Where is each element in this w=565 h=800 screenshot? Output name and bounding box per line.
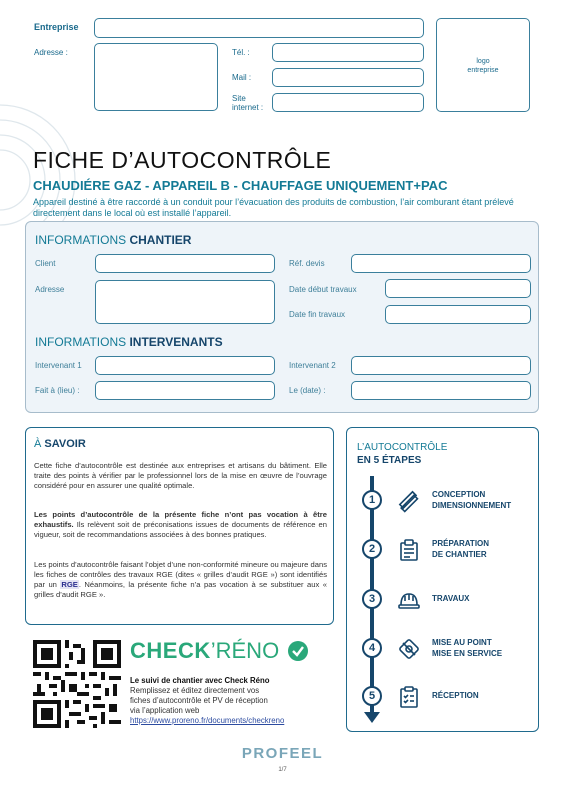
step-label-3: TRAVAUX [432, 594, 470, 603]
date-fin-label: Date fin travaux [289, 310, 346, 319]
adresse-chantier-label: Adresse [35, 285, 65, 294]
step-number-5: 5 [362, 686, 382, 706]
clipboard-icon [397, 538, 421, 567]
ref-devis-label: Réf. devis [289, 259, 325, 268]
le-date-field[interactable] [351, 381, 531, 400]
page-title: FICHE D’AUTOCONTRÔLE [33, 147, 332, 173]
chantier-title: INFORMATIONS CHANTIER [35, 233, 192, 247]
step-label-4: MISE AU POINT MISE EN SERVICE [432, 638, 503, 658]
fait-a-field[interactable] [95, 381, 275, 400]
adresse-chantier-field[interactable] [95, 280, 275, 324]
checkreno-logo [130, 638, 309, 664]
site-label: Site internet : [232, 94, 264, 112]
intervenants-title: INFORMATIONS INTERVENANTS [35, 335, 223, 349]
checkreno-logo-check: CHECK [130, 638, 211, 663]
logo-box[interactable] [436, 18, 530, 112]
intervenant1-field[interactable] [95, 356, 275, 375]
entreprise-field[interactable] [94, 18, 424, 38]
step-number-3: 3 [362, 589, 382, 609]
intervenant1-label: Intervenant 1 [35, 361, 82, 370]
mail-label: Mail : [232, 73, 252, 82]
tel-field[interactable] [272, 43, 424, 62]
entreprise-label: Entreprise [34, 22, 79, 32]
intro-text: Appareil destiné à être raccordé à un conduit pour l’évacuation des produits de combustion, l’air comburant étant prélevé directement dans le local où est installé l’appareil. [33, 197, 514, 218]
step-label-5: RÉCEPTION [432, 691, 479, 700]
intervenant2-field[interactable] [351, 356, 531, 375]
savoir-paragraph-3: Les points d’autocontrôle faisant l’objet d’une non-conformité mineure ou majeure dans les fiches de contrôles des travaux RGE (dites « grilles d’audit RGE ») sont identifiés par un RGE. Néanmoins, la présente fiche n’a pas vocation à se substituer aux « grilles d’audit RGE ». [34, 560, 327, 599]
adresse-label: Adresse : [34, 48, 68, 57]
company-header [0, 0, 565, 120]
le-date-label: Le (date) : [289, 386, 326, 395]
intervenant2-label: Intervenant 2 [289, 361, 336, 370]
checkreno-link[interactable]: https://www.proreno.fr/documents/checkreno [130, 716, 285, 725]
a-savoir-card [25, 427, 334, 625]
step-number-1: 1 [362, 490, 382, 510]
date-fin-field[interactable] [385, 305, 531, 324]
pencil-ruler-icon [397, 489, 421, 518]
date-debut-label: Date début travaux [289, 285, 357, 294]
tel-label: Tél. : [232, 48, 250, 57]
informations-panel [25, 221, 539, 413]
mail-field[interactable] [272, 68, 424, 87]
checklist-icon [397, 685, 421, 714]
profeel-logo: PROFEEL [241, 745, 324, 762]
footer [0, 745, 565, 785]
client-label: Client [35, 259, 56, 268]
checkreno-logo-reno: ’RÉNO [210, 638, 280, 663]
fait-a-label: Fait à (lieu) : [35, 386, 80, 395]
checkmark-circle-icon [287, 640, 309, 662]
etapes-card [346, 427, 539, 732]
savoir-paragraph-1: Cette fiche d’autocontrôle est destinée aux entreprises et artisans du bâtiment. Elle traite des points à vérifier par le professionnel lors de la mise en œuvre de l’ouvrage considéré pour en assurer une qualité optimale. [34, 461, 327, 490]
hard-hat-icon [397, 588, 421, 617]
step-label-1: CONCEPTION DIMENSIONNEMENT [432, 490, 512, 510]
gear-tools-icon [397, 637, 421, 666]
a-savoir-title: À SAVOIR [34, 438, 86, 450]
ref-devis-field[interactable] [351, 254, 531, 273]
adresse-field[interactable] [94, 43, 218, 111]
step-label-2: PRÉPARATION DE CHANTIER [432, 539, 490, 559]
checkreno-section [33, 640, 333, 732]
client-field[interactable] [95, 254, 275, 273]
checkreno-text: Le suivi de chantier avec Check Réno Remplissez et éditez directement vos fiches d’autocontrôle et PV de réception via l’application web https://www.proreno.fr/documents/checkreno [130, 676, 285, 725]
date-debut-field[interactable] [385, 279, 531, 298]
logo-placeholder: logo entreprise [467, 58, 499, 74]
site-field[interactable] [272, 93, 424, 112]
savoir-paragraph-2: Les points d’autocontrôle de la présente fiche n’ont pas vocation à être exhaustifs. Ils relèvent soit de préconisations issues de documents de référence en vigueur, soit de recommandations associées à des bonnes pratiques. [34, 510, 327, 539]
step-number-4: 4 [362, 638, 382, 658]
steps-arrow [364, 712, 380, 724]
qr-code [33, 640, 121, 728]
rge-badge: RGE [61, 580, 78, 589]
page-subtitle: CHAUDIÉRE GAZ - APPAREIL B - CHAUFFAGE UNIQUEMENT+PAC [33, 178, 448, 193]
page-number: 1/7 [278, 767, 287, 773]
step-number-2: 2 [362, 539, 382, 559]
etapes-title: L’AUTOCONTRÔLE EN 5 ÉTAPES [357, 442, 448, 466]
